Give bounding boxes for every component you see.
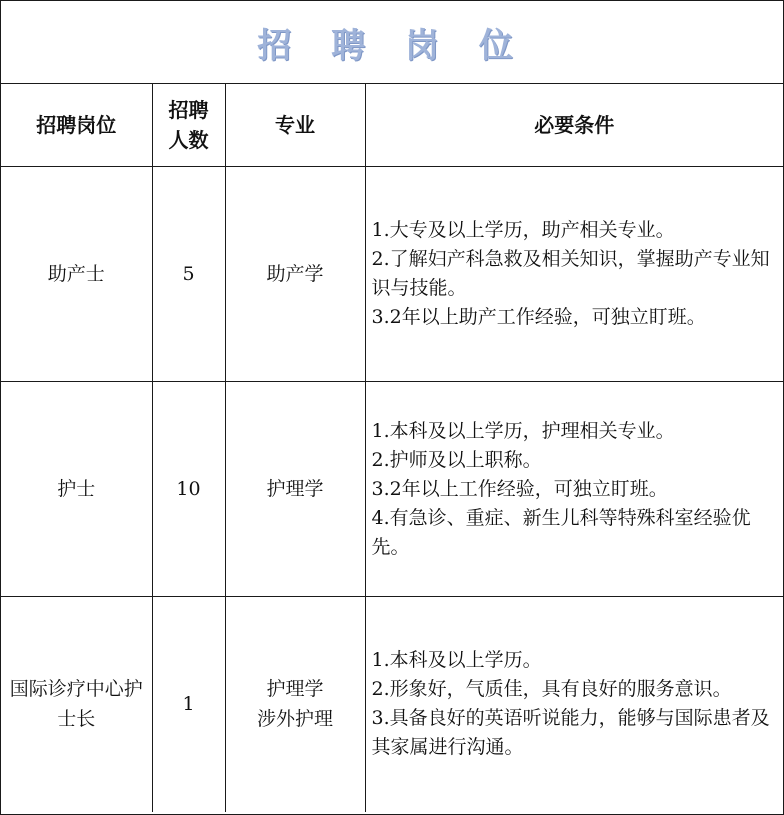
major-line: 涉外护理 (256, 708, 333, 731)
cell-position: 助产士 (1, 167, 152, 382)
title-row (1, 1, 783, 84)
requirement-line: 3.具备良好的英语听说能力，能够与国际患者及其家属进行沟通。 (371, 707, 770, 759)
requirement-line: 2.形象好，气质佳，具有良好的服务意识。 (371, 678, 732, 701)
recruitment-table (1, 84, 783, 812)
cell-position: 护士 (1, 382, 152, 597)
header-requirements: 必要条件 (365, 84, 783, 167)
table-row-head-nurse (1, 597, 783, 812)
header-position: 招聘岗位 (1, 84, 152, 167)
table-row-nurse (1, 382, 783, 597)
cell-count: 5 (152, 167, 225, 382)
requirement-line: 2.了解妇产科急救及相关知识，掌握助产专业知识与技能。 (371, 248, 770, 299)
cell-count: 1 (152, 597, 225, 812)
table-row-midwife (1, 167, 783, 382)
header-row (1, 84, 783, 167)
cell-count: 10 (152, 382, 225, 597)
requirement-line: 3.2年以上助产工作经验，可独立盯班。 (371, 306, 706, 328)
cell-major (225, 167, 365, 382)
cell-requirements (365, 382, 783, 597)
requirement-line: 3.2年以上工作经验，可独立盯班。 (371, 477, 668, 500)
requirement-line: 1.大专及以上学历，助产相关专业。 (371, 219, 675, 241)
header-count-line2: 人数 (168, 128, 209, 152)
cell-major (225, 597, 365, 812)
requirement-line: 1.本科及以上学历，护理相关专业。 (371, 419, 675, 442)
requirement-line: 2.护师及以上职称。 (371, 448, 542, 471)
cell-requirements (365, 167, 783, 382)
header-count-line1: 招聘 (168, 98, 209, 122)
major-line: 助产学 (266, 263, 324, 285)
cell-major (225, 382, 365, 597)
requirement-line: 4.有急诊、重症、新生儿科等特殊科室经验优先。 (371, 506, 751, 558)
major-line: 护理学 (266, 678, 324, 701)
table-title: 招 聘 岗 位 (257, 25, 527, 66)
requirement-line: 1.本科及以上学历。 (371, 649, 542, 672)
header-count (152, 84, 225, 167)
header-major: 专业 (225, 84, 365, 167)
cell-requirements (365, 597, 783, 812)
major-line: 护理学 (266, 478, 324, 500)
cell-position: 国际诊疗中心护士长 (1, 597, 152, 812)
